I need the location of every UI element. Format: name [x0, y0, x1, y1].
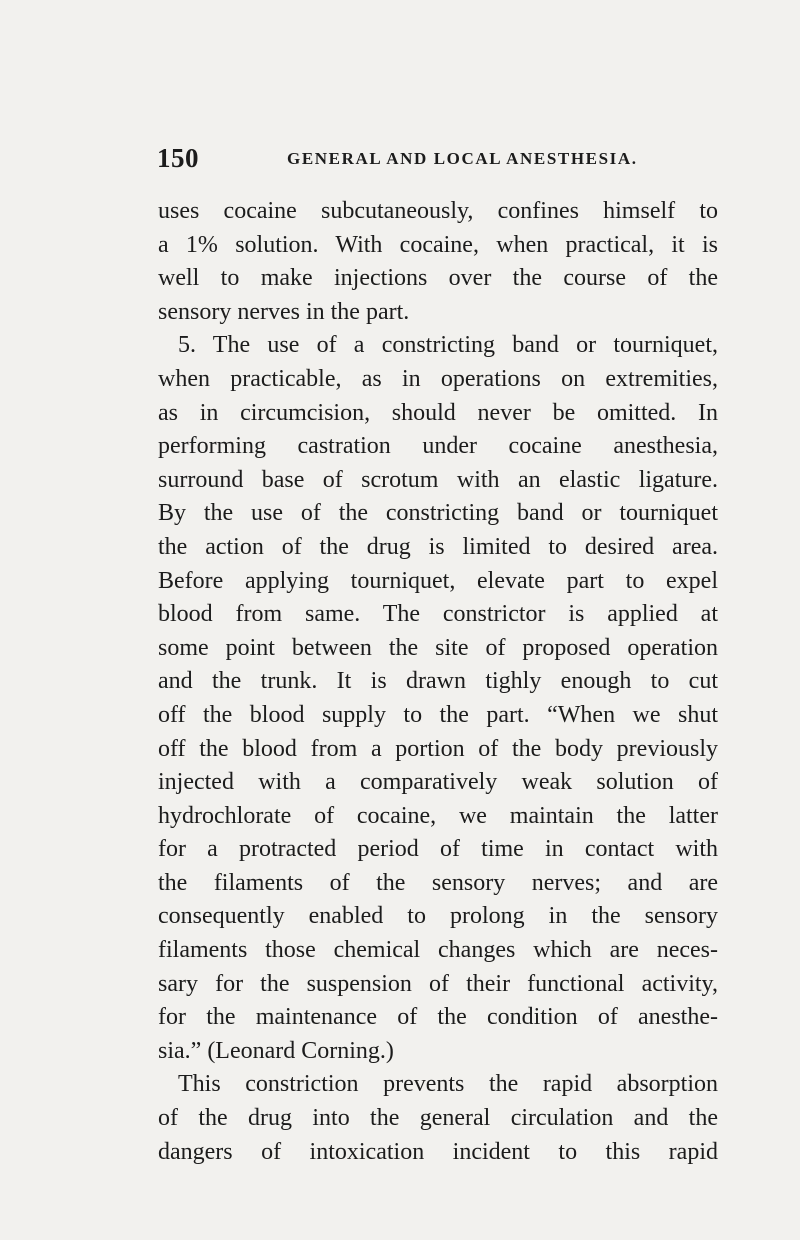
text-line: the action of the drug is limited to desired area.: [158, 533, 718, 560]
text-line: blood from same. The constrictor is applied at: [158, 601, 718, 628]
text-line: injected with a comparatively weak solution of: [158, 769, 718, 796]
text-line: as in circumcision, should never be omitted. In: [158, 399, 718, 426]
text-line: the filaments of the sensory nerves; and are: [158, 869, 718, 896]
running-head: [157, 143, 717, 173]
text-line: filaments those chemical changes which are neces-: [158, 937, 718, 964]
text-line: dangers of intoxication incident to this rapid: [158, 1138, 718, 1165]
text-line: for a protracted period of time in contact with: [158, 836, 718, 863]
text-line: uses cocaine subcutaneously, confines himself to: [158, 198, 718, 224]
text-line: This constriction prevents the rapid absorption: [178, 1071, 718, 1098]
running-title: GENERAL AND LOCAL ANESTHESIA.: [287, 149, 638, 168]
text-line: consequently enabled to prolong in the sensory: [158, 903, 718, 930]
page-number: 150: [157, 143, 199, 173]
text-line: surround base of scrotum with an elastic ligature.: [158, 466, 718, 493]
text-line: a 1% solution. With cocaine, when practical, it is: [158, 231, 718, 258]
text-line: and the trunk. It is drawn tighly enough to cut: [158, 668, 718, 695]
text-line: of the drug into the general circulation and the: [158, 1105, 718, 1132]
text-line: off the blood from a portion of the body previously: [158, 735, 718, 762]
text-line: hydrochlorate of cocaine, we maintain the latter: [158, 802, 718, 829]
text-line: Before applying tourniquet, elevate part to expel: [158, 567, 718, 594]
text-line: sia.” (Leonard Corning.): [158, 1037, 394, 1064]
text-line: performing castration under cocaine anesthesia,: [158, 433, 718, 460]
text-line: well to make injections over the course of the: [158, 265, 718, 292]
body-text: [158, 195, 718, 1169]
text-line: By the use of the constricting band or tourniquet: [158, 500, 718, 527]
text-line: for the maintenance of the condition of anesthe-: [158, 1004, 718, 1031]
text-line: sary for the suspension of their functional activity,: [158, 970, 718, 997]
text-line: some point between the site of proposed operation: [158, 634, 718, 661]
text-line: when practicable, as in operations on extremities,: [158, 365, 718, 392]
text-line: 5. The use of a constricting band or tourniquet,: [178, 332, 718, 359]
text-line: sensory nerves in the part.: [158, 298, 410, 325]
text-line: off the blood supply to the part. “When we shut: [158, 701, 718, 728]
